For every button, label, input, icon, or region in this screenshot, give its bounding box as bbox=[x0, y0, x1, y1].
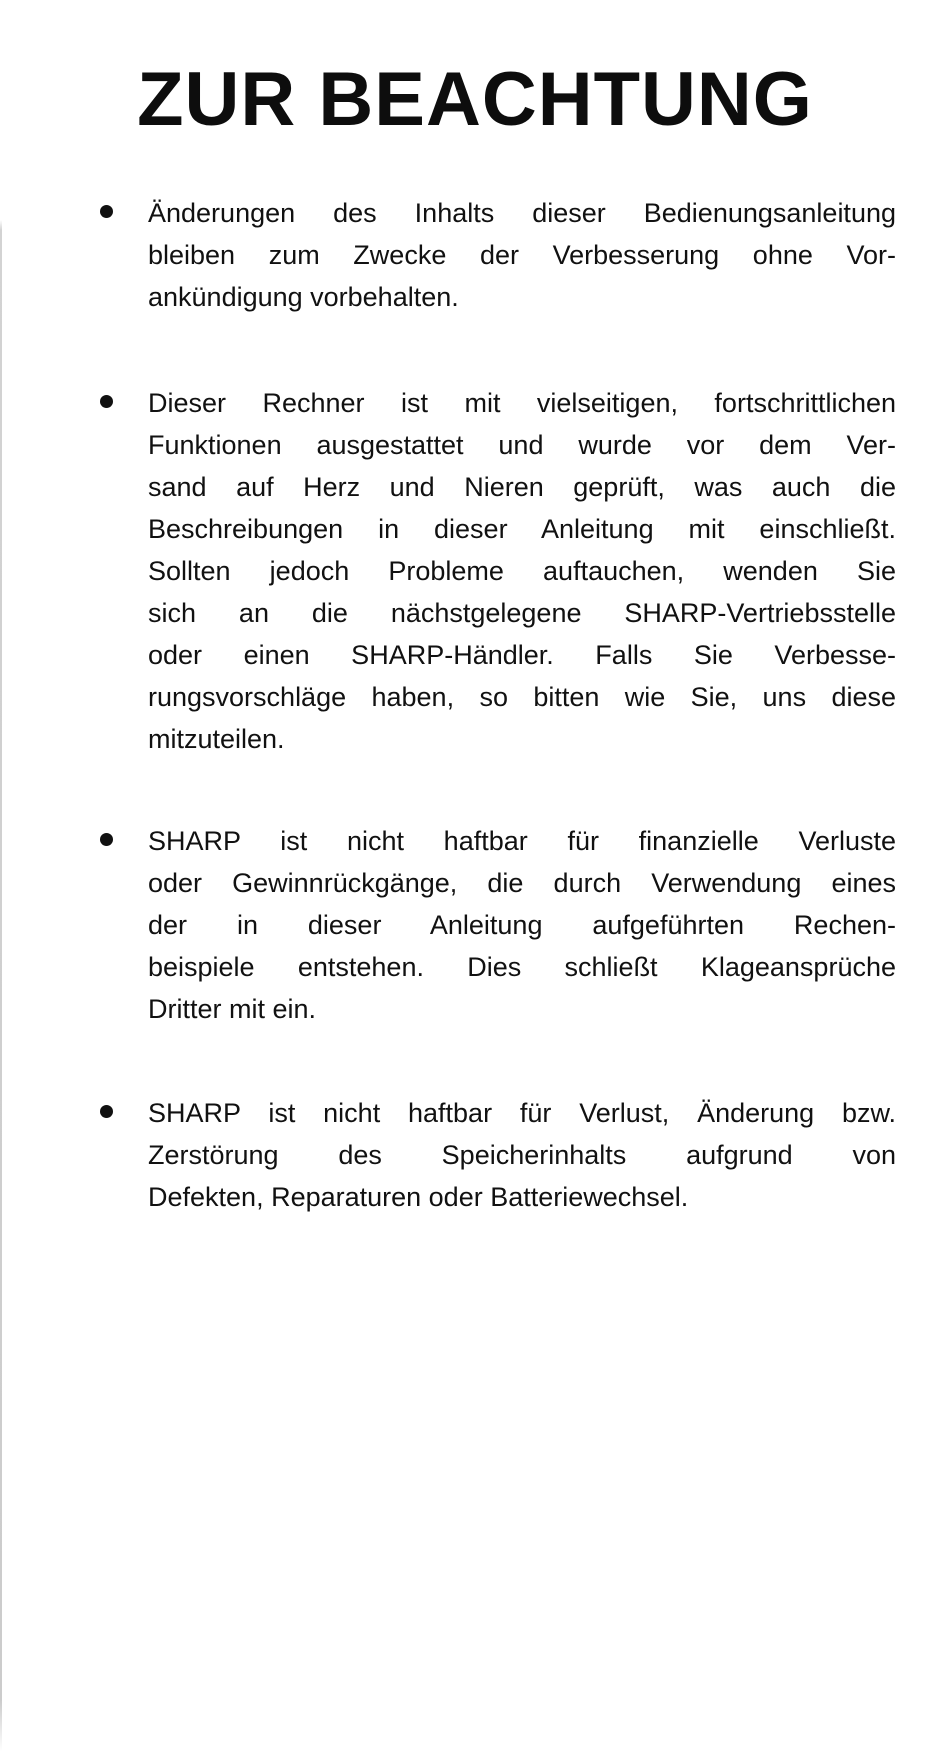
page-edge-shadow bbox=[0, 0, 2, 1752]
note-line: mitzuteilen. bbox=[148, 724, 285, 754]
note-line: Funktionen ausgestattet und wurde vor dem Ver- bbox=[148, 430, 896, 460]
note-line: beispiele entstehen. Dies schließt Klageansprüche bbox=[148, 952, 896, 982]
note-line: Dritter mit ein. bbox=[148, 994, 317, 1024]
note-line: rungsvorschläge haben, so bitten wie Sie, uns diese bbox=[148, 682, 896, 712]
note-line: oder Gewinnrückgänge, die durch Verwendung eines bbox=[148, 868, 896, 898]
note-line: Sollten jedoch Probleme auftauchen, wenden Sie bbox=[148, 556, 896, 586]
note-line: Dieser Rechner ist mit vielseitigen, fortschrittlichen bbox=[148, 388, 896, 418]
note-line: Änderungen des Inhalts dieser Bedienungsanleitung bbox=[148, 198, 896, 228]
bullet-icon bbox=[100, 205, 113, 218]
note-line: Zerstörung des Speicherinhalts aufgrund von bbox=[148, 1140, 896, 1170]
bullet-icon bbox=[100, 833, 113, 846]
note-item bbox=[96, 192, 896, 318]
note-line: der in dieser Anleitung aufgeführten Rechen- bbox=[148, 910, 896, 940]
page-title: ZUR BEACHTUNG bbox=[137, 57, 813, 142]
bullet-icon bbox=[100, 395, 113, 408]
note-line: ankündigung vorbehalten. bbox=[148, 282, 459, 312]
note-line: oder einen SHARP-Händler. Falls Sie Verbesse- bbox=[148, 640, 896, 670]
notes-list bbox=[96, 192, 896, 1282]
note-item bbox=[96, 820, 896, 1030]
note-line: SHARP ist nicht haftbar für Verlust, Änderung bzw. bbox=[148, 1098, 896, 1128]
note-line: sand auf Herz und Nieren geprüft, was auch die bbox=[148, 472, 896, 502]
note-line: Beschreibungen in dieser Anleitung mit einschließt. bbox=[148, 514, 896, 544]
note-item bbox=[96, 1092, 896, 1218]
note-item bbox=[96, 382, 896, 760]
note-line: bleiben zum Zwecke der Verbesserung ohne Vor- bbox=[148, 240, 896, 270]
note-line: Defekten, Reparaturen oder Batteriewechsel. bbox=[148, 1182, 689, 1212]
note-line: SHARP ist nicht haftbar für finanzielle Verluste bbox=[148, 826, 896, 856]
bullet-icon bbox=[100, 1105, 113, 1118]
note-line: sich an die nächstgelegene SHARP-Vertriebsstelle bbox=[148, 598, 896, 628]
